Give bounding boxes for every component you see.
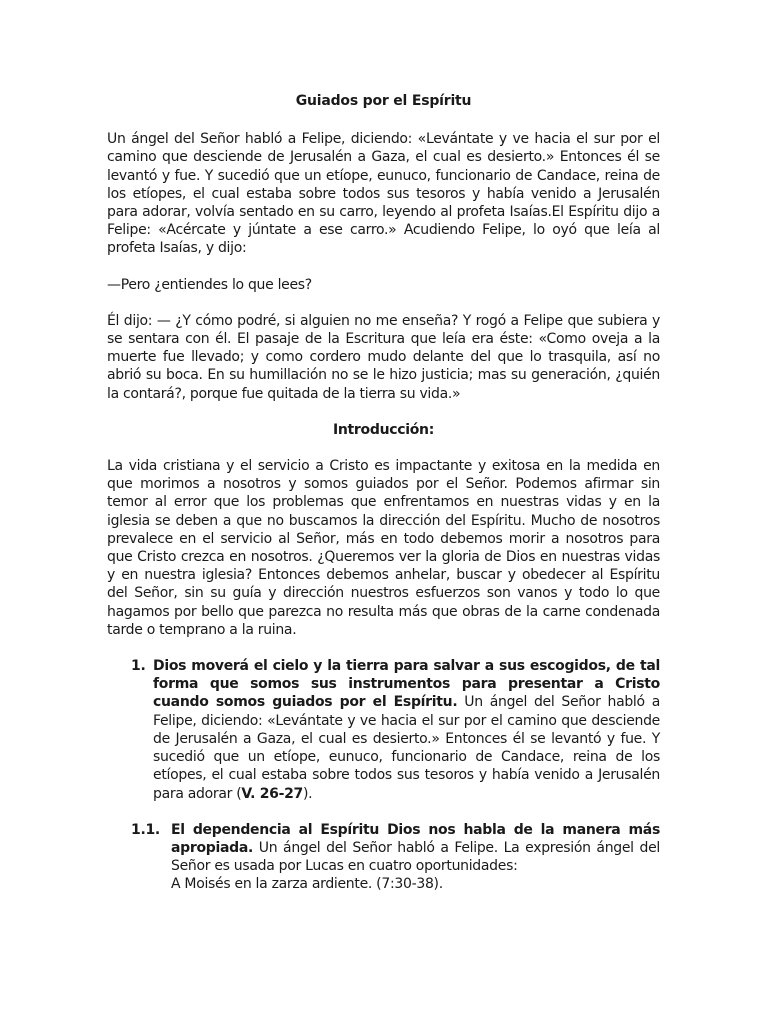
point-1-1-number: 1.1. [131,821,160,838]
point-1-reference: V. 26-27 [241,785,303,802]
document-title: Guiados por el Espíritu [295,93,472,109]
intro-paragraph: Un ángel del Señor habló a Felipe, diciendo: «Levántate y ve hacia el sur por el camino que desciende de Jerusalén a Gaza, el cual es desierto.» Entonces él se levantó y fue. Y sucedió que un etíope, eunuco, funcionario de Candace, reina de los etíopes, el cual estaba sobre todos sus tesoros y había venido a Jerusalén para adorar, volvía sentado en su carro, leyendo al profeta Isaías.El Espíritu dijo a Felipe: «Acércate y júntate a ese carro.» Acudiendo Felipe, lo oyó que leía al profeta Isaías, y dijo: [107,131,660,257]
point-1 [131,657,660,803]
introduction-heading: Introducción: [332,421,435,438]
point-1-heading: Dios moverá el cielo y la tierra para salvar a sus escogidos, de tal forma que somos sus instrumentos para presentar a Cristo cuando somos guiados por el Espíritu. [153,658,660,711]
point-1-1-text: Un ángel del Señor habló a Felipe. La expresión ángel del Señor es usada por Lucas en cuatro oportunidades: [171,839,660,875]
point-1-1-heading: El dependencia al Espíritu Dios nos habla de la manera más apropiada. [171,821,660,856]
reply-paragraph: Él dijo: — ¿Y cómo podré, si alguien no me enseña? Y rogó a Felipe que subiera y se sentara con él. El pasaje de la Escritura que leía era éste: «Como oveja a la muerte fue llevado; y como cordero mudo delante del que lo trasquila, así no abrió su boca. En su humillación no se le hizo justicia; mas su generación, ¿quién la contará?, porque fue quitada de la tierra su vida.» [107,312,660,402]
point-1-text: Un ángel del Señor habló a Felipe, diciendo: «Levántate y ve hacia el sur por el camino que desciende de Jerusalén a Gaza, el cual es desierto.» Entonces él se levantó y fue. Y sucedió que un etíope, eunuco, funcionario de Candace, reina de los etíopes, el cual estaba sobre todos sus tesoros y había venido a Jerusalén para adorar ( [153,694,660,802]
point-1-tail: ). [303,785,313,802]
point-1-1-line2: A Moisés en la zarza ardiente. (7:30-38). [171,876,443,893]
point-1-body [153,657,660,803]
document-page [107,92,660,894]
point-1-1 [131,821,660,894]
point-1-1-body [171,821,660,894]
introduction-paragraph: La vida cristiana y el servicio a Cristo es impactante y exitosa en la medida en que morimos a nosotros y somos guiados por el Señor. Podemos afirmar sin temor al error que los problemas que enfrentamos en nuestras vidas y en la iglesia se deben a que no buscamos la dirección del Espíritu. Mucho de nosotros prevalece en el servicio al Señor, más en todo debemos morir a nosotros para que Cristo crezca en nosotros. ¿Queremos ver la gloria de Dios en nuestras vidas y en nuestra iglesia? Entonces debemos anhelar, buscar y obedecer al Espíritu del Señor, sin su guía y dirección nuestros esfuerzos son vanos y todo lo que hagamos por bello que parezca no resulta más que obras de la carne condenada tarde o temprano a la ruina. [107,458,660,638]
question-line: —Pero ¿entiendes lo que lees? [107,276,312,293]
point-1-number: 1. [131,658,146,675]
